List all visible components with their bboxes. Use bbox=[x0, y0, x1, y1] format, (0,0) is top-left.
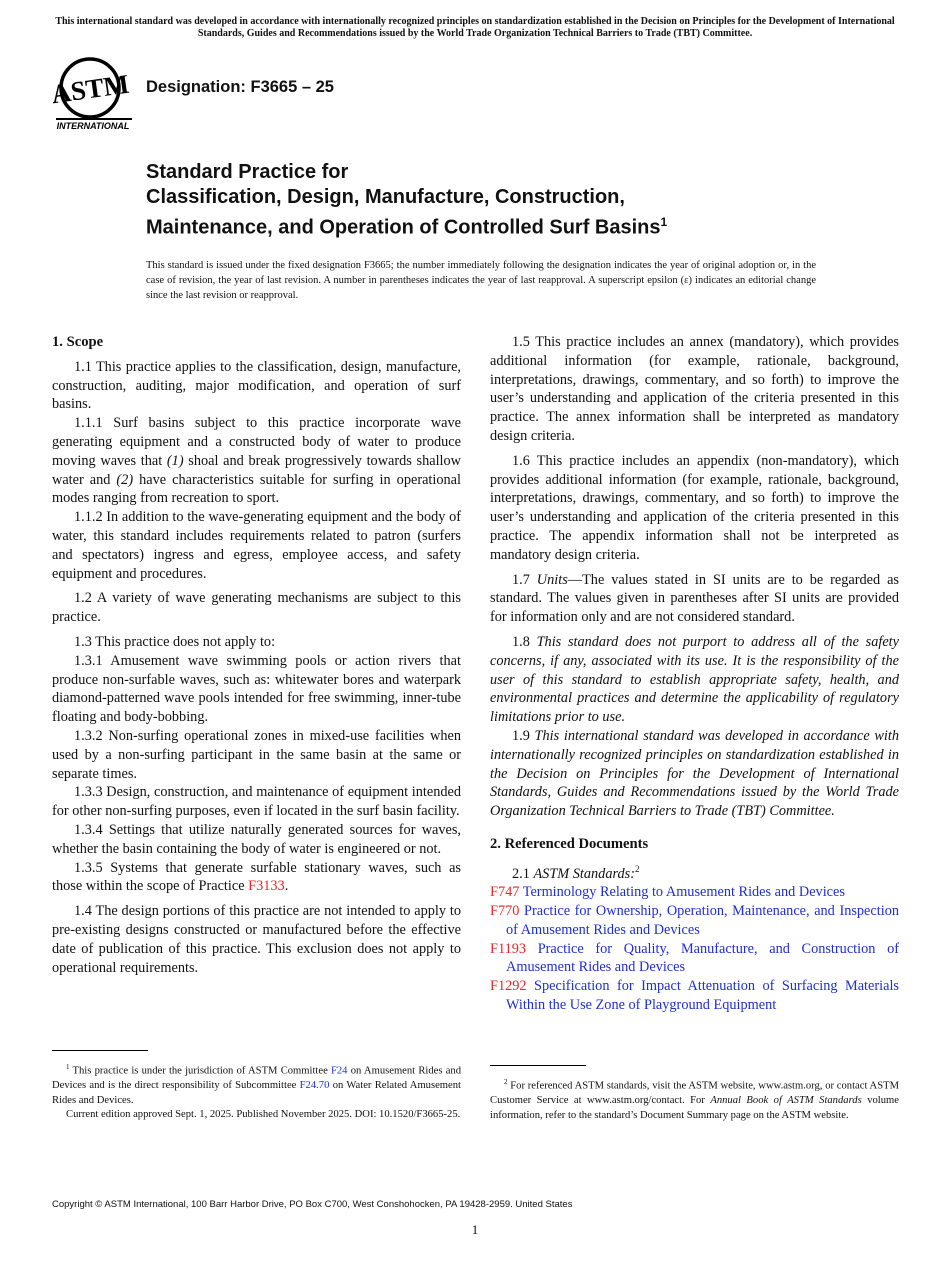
reference-title: Practice for Quality, Manufacture, and Construction of Amusement Rides and Devices bbox=[506, 940, 899, 976]
title-footnote-ref[interactable]: 1 bbox=[660, 215, 668, 229]
paragraph-1-1-2: 1.1.2 In addition to the wave-generating equipment and the body of water, this standard includes requirements related to patron (surfers and spectators) ingress and egress, employee access, and safety equipment and procedures. bbox=[52, 509, 461, 582]
reference-title: Specification for Impact Attenuation of Surfacing Materials Within the Use Zone of Playground Equipment bbox=[506, 978, 899, 1014]
title-line-2: Classification, Design, Manufacture, Construction, bbox=[146, 186, 625, 208]
section-heading-referenced-documents: 2. Referenced Documents bbox=[490, 835, 649, 852]
reference-item[interactable] bbox=[490, 977, 899, 1015]
paragraph-1-2: 1.2 A variety of wave generating mechanisms are subject to this practice. bbox=[52, 590, 461, 626]
reference-item[interactable] bbox=[490, 902, 899, 940]
astm-logo-icon bbox=[52, 56, 134, 132]
page-number: 1 bbox=[471, 1222, 479, 1237]
link-f3133[interactable]: F3133 bbox=[248, 878, 285, 895]
reference-code: F1193 bbox=[490, 940, 527, 957]
reference-item[interactable] bbox=[490, 883, 899, 902]
astm-logo bbox=[52, 56, 134, 132]
right-column bbox=[490, 333, 899, 1015]
paragraph-1-3: 1.3 This practice does not apply to: bbox=[74, 633, 276, 650]
document-title bbox=[146, 160, 846, 241]
paragraph-1-9: 1.9 This international standard was developed in accordance with internationally recognized principles on standardization established in the Decision on Principles for the Development of International Standards, Guides and Recommendations issued by the World Trade Organization Technical Barriers to Trade (TBT) Committee. bbox=[490, 727, 899, 820]
reference-title: Terminology Relating to Amusement Rides and Devices bbox=[519, 884, 845, 901]
link-f24[interactable]: F24 bbox=[330, 1065, 348, 1077]
reference-code: F1292 bbox=[490, 978, 527, 995]
paragraph-1-1-1: 1.1.1 Surf basins subject to this practice incorporate wave generating equipment and a constructed body of water to produce moving waves that (1) shoal and break progressively towards shallow water and (2) have characteristics suitable for surfing in operational modes ranging from recreation to sport. bbox=[52, 415, 461, 507]
tbt-notice: This international standard was developed in accordance with internationally recognized principles on standardization established in the Decision on Principles for the Development of International Standards, Guides and Recommendations issued by the World Trade Organization Technical Barriers to Trade (TBT) Committee. bbox=[55, 16, 895, 39]
paragraph-1-7: 1.7 Units—The values stated in SI units are to be regarded as standard. The values given in parentheses after SI units are provided for information only and are not considered standard. bbox=[490, 571, 899, 626]
footnote-divider-left bbox=[52, 1050, 148, 1051]
section-heading-scope: 1. Scope bbox=[52, 334, 104, 350]
left-column bbox=[52, 333, 461, 977]
paragraph-1-6: 1.6 This practice includes an appendix (non-mandatory), which provides additional information (for example, rationale, background, interpretations, drawings, commentary, and so forth) to improve the user’s understanding and application of the criteria presented in this practice. The appendix information shall not be interpreted as mandatory design criteria. bbox=[490, 452, 899, 563]
title-line-3: Maintenance, and Operation of Controlled Surf Basins$^1$ bbox=[146, 215, 668, 239]
paragraph-1-3-1: 1.3.1 Amusement wave swimming pools or action rivers that produce non-surfable waves, such as: whitewater bores and waterpark diamond-patterned wave pools intended for free swimming, inner-tube floating and body-bobbing. bbox=[52, 652, 461, 726]
link-f24-70[interactable]: F24.70 bbox=[299, 1080, 330, 1092]
title-line-1: Standard Practice for bbox=[146, 161, 349, 183]
paragraph-1-5: 1.5 This practice includes an annex (mandatory), which provides additional information (for example, rationale, background, interpretations, drawings, commentary, and so forth) to improve the user’s understanding and application of the criteria presented in this practice. The annex information shall be interpreted as mandatory design criteria. bbox=[490, 334, 899, 444]
designation: Designation: F3665 – 25 bbox=[146, 78, 334, 96]
paragraph-2-1: 2.1 ASTM Standards:$^2$ bbox=[512, 863, 640, 882]
issuance-statement: This standard is issued under the fixed designation F3665; the number immediately following the designation indicates the year of original adoption or, in the case of revision, the year of last revision. A number in parentheses indicates the year of last reapproval. A superscript epsilon (ε) indicates an editorial change since the last revision or reapproval. bbox=[146, 260, 816, 301]
footnote-1: $^1$ This practice is under the jurisdiction of ASTM Committee F24 on Amusement Rides and Devices and is the direct responsibility of Subcommittee F24.70 on Water Related Amusement Rides and Devices. Current edition approved Sept. 1, 2025. Published November 2025. DOI: 10.1520/F3665-25. bbox=[52, 1060, 461, 1123]
reference-code: F747 bbox=[490, 884, 520, 901]
reference-title: Practice for Ownership, Operation, Maintenance, and Inspection of Amusement Rides and Devices bbox=[506, 903, 899, 938]
reference-code: F770 bbox=[490, 903, 520, 920]
copyright-notice: Copyright © ASTM International, 100 Barr Harbor Drive, PO Box C700, West Conshohocken, PA 19428-2959. United States bbox=[52, 1199, 573, 1210]
paragraph-1-3-4: 1.3.4 Settings that utilize naturally generated sources for waves, whether the basin containing the body of water is engineered or not. bbox=[52, 821, 461, 857]
paragraph-1-4: 1.4 The design portions of this practice are not intended to apply to pre-existing designs constructed or manufactured before the effective date of publication of this practice. This exclusion does not apply to operational requirements. bbox=[52, 903, 461, 976]
footnote-divider-right bbox=[490, 1065, 586, 1066]
footnote-2: $^2$ For referenced ASTM standards, visit the ASTM website, www.astm.org, or contact ASTM Customer Service at www.astm.org/contact. For Annual Book of ASTM Standards volume information, refer to the standard’s Document Summary page on the ASTM website. bbox=[490, 1078, 899, 1121]
svg-text:INTERNATIONAL: INTERNATIONAL bbox=[56, 121, 130, 131]
reference-item[interactable] bbox=[490, 940, 899, 978]
paragraph-1-3-5: 1.3.5 Systems that generate surfable stationary waves, such as those within the scope of Practice F3133. bbox=[52, 859, 461, 895]
paragraph-1-1: 1.1 This practice applies to the classification, design, manufacture, construction, auditing, major modification, and operation of surf basins. bbox=[52, 358, 461, 413]
paragraph-1-3-3: 1.3.3 Design, construction, and maintenance of equipment intended for other non-surfing purposes, even if located in the surf basin facility. bbox=[52, 784, 461, 820]
paragraph-1-3-2: 1.3.2 Non-surfing operational zones in mixed-use facilities when used by a non-surfing participant in the same basin at the same or separate times. bbox=[52, 727, 461, 782]
svg-text:ASTM: ASTM bbox=[52, 68, 131, 110]
edition-note: Current edition approved Sept. 1, 2025. Published November 2025. DOI: 10.1520/F3665-25. bbox=[66, 1109, 461, 1121]
paragraph-1-8: 1.8 This standard does not purport to address all of the safety concerns, if any, associated with its use. It is the responsibility of the user of this standard to establish appropriate safety, health, and environmental practices and determine the applicability of regulatory limitations prior to use. bbox=[490, 633, 899, 726]
footnote-ref-2[interactable]: 2 bbox=[635, 863, 640, 874]
